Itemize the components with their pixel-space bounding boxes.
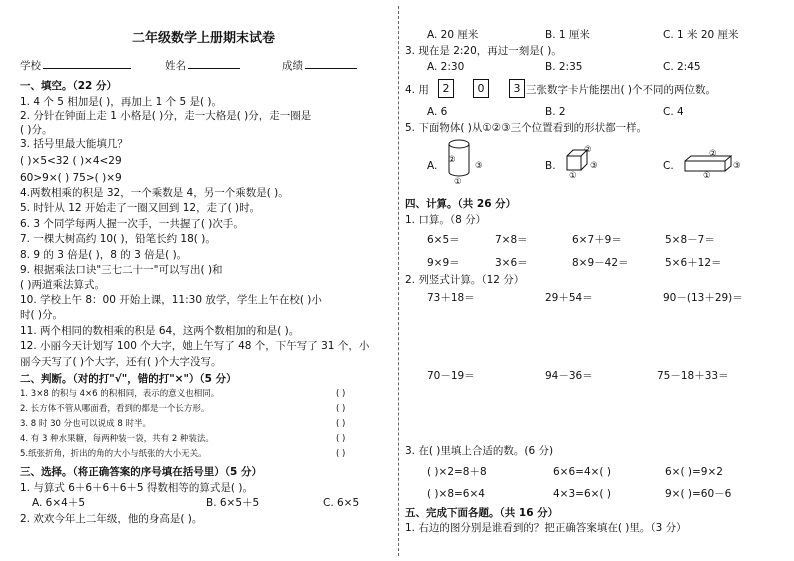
- fill-number-problem[interactable]: 9×( )=60－6: [665, 488, 732, 500]
- section-calc-title: 四、计算。（共 26 分）: [405, 198, 517, 210]
- score-blank[interactable]: [305, 57, 357, 69]
- fill-line: 3. 括号里最大能填几？: [20, 138, 128, 150]
- choice-option[interactable]: A. 2:30: [427, 61, 465, 73]
- judge-answer-paren[interactable]: ( ): [336, 419, 346, 429]
- header-school: 学校: [20, 57, 131, 72]
- choice-question-1: 1. 与算式 6＋6＋6＋6＋5 得数相等的算式是( )。: [20, 482, 253, 494]
- oral-problem: 6×7＋9＝: [572, 234, 622, 246]
- choice-option[interactable]: A. 20 厘米: [427, 29, 479, 41]
- choice-option[interactable]: B.: [545, 160, 556, 172]
- fill-line: 4.两数相乘的积是 32，一个乘数是 4，另一个乘数是( )。: [20, 187, 289, 199]
- vertical-problem: 75－18＋33＝: [657, 370, 729, 382]
- choice-option[interactable]: A. 6×4＋5: [32, 497, 86, 509]
- vertical-problem: 70－19＝: [427, 370, 475, 382]
- choice-option[interactable]: B. 6×5＋5: [206, 497, 260, 509]
- oral-problem: 9×9＝: [427, 257, 460, 269]
- right-column: [405, 0, 785, 561]
- oral-calc-title: 1. 口算。（8 分）: [405, 214, 487, 226]
- fill-line: 5. 时针从 12 开始走了一圈又回到 12，走了( )时。: [20, 202, 261, 214]
- fill-line: ( )分。: [20, 124, 53, 136]
- fill-line: 60>9×( ) 75>( )×9: [20, 172, 122, 184]
- choice-option[interactable]: C.: [663, 160, 674, 172]
- position-label-3: ③: [475, 161, 483, 171]
- fill-line: 1. 4 个 5 相加是( )，再加上 1 个 5 是( )。: [20, 96, 223, 108]
- vertical-calc-title: 2. 列竖式计算。（12 分）: [405, 274, 525, 286]
- choice-option[interactable]: B. 2:35: [545, 61, 583, 73]
- school-blank[interactable]: [43, 57, 131, 69]
- oral-problem: 6×5＝: [427, 234, 460, 246]
- number-card: 0: [473, 79, 489, 98]
- section-choice-title: 三、选择。（将正确答案的序号填在括号里）（5 分）: [20, 466, 262, 478]
- choice-option[interactable]: C. 2:45: [663, 61, 701, 73]
- judge-item: 5.纸张折角，折出的角的大小与纸张的大小无关。: [20, 449, 207, 459]
- vertical-problem: 73＋18＝: [427, 292, 475, 304]
- fill-line: 11. 两个相同的数相乘的积是 64，这两个数相加的和是( )。: [20, 325, 300, 337]
- section-complete-title: 五、完成下面各题。（共 16 分）: [405, 507, 559, 519]
- choice-question-5: 5. 下面物体( )从①②③三个位置看到的形状都一样。: [405, 122, 648, 134]
- judge-item: 3. 8 时 30 分也可以说成 8 时半。: [20, 419, 151, 429]
- oral-problem: 3×6＝: [495, 257, 528, 269]
- position-label-2: ②: [584, 145, 592, 155]
- position-label-3: ③: [590, 161, 598, 171]
- fill-line: 时( )分。: [20, 309, 64, 321]
- judge-item: 4. 有 3 种水果糖，每两种装一袋，共有 2 种装法。: [20, 434, 214, 444]
- fill-line: 10. 学校上午 8：00 开始上课，11:30 放学，学生上午在校( )小: [20, 294, 322, 306]
- number-card: 2: [438, 79, 454, 98]
- choice-question-3: 3. 现在是 2:20，再过一刻是( )。: [405, 45, 562, 57]
- fill-line: 丽今天写了( )个大字，还有( )个大字没写。: [20, 356, 222, 368]
- choice-question-4-prefix: 4. 用: [405, 84, 429, 96]
- position-label-1: ①: [454, 177, 462, 187]
- fill-line: 6. 3 个同学每两人握一次手，一共握了( )次手。: [20, 218, 244, 230]
- fill-line: 8. 9 的 3 倍是( )，8 的 3 倍是( )。: [20, 249, 188, 261]
- oral-problem: 5×8－7＝: [665, 234, 715, 246]
- position-label-1: ①: [703, 171, 711, 181]
- fill-line: 9. 根据乘法口诀"三七二十一"可以写出( )和: [20, 264, 223, 276]
- choice-question-4-text: 三张数字卡片能摆出( )个不同的两位数。: [526, 84, 717, 96]
- fill-number-problem[interactable]: 4×3=6×( ): [553, 488, 611, 500]
- position-label-3: ③: [733, 161, 741, 171]
- judge-answer-paren[interactable]: ( ): [336, 404, 346, 414]
- position-label-2: ②: [709, 149, 717, 159]
- choice-option[interactable]: C. 4: [663, 106, 684, 118]
- judge-answer-paren[interactable]: ( ): [336, 449, 346, 459]
- position-label-1: ①: [569, 171, 577, 181]
- judge-item: 1. 3×8 的积与 4×6 的积相同，表示的意义也相同。: [20, 389, 220, 399]
- fill-line: ( )×5<32 ( )×4<29: [20, 155, 122, 167]
- section-fill-title: 一、填空。（22 分）: [20, 80, 118, 92]
- section-judge-title: 二、判断。（对的打"√"，错的打"×"）（5 分）: [20, 373, 237, 385]
- choice-option[interactable]: B. 2: [545, 106, 566, 118]
- number-card: 3: [509, 79, 525, 98]
- choice-question-2: 2. 欢欢今年上二年级，他的身高是( )。: [20, 513, 203, 525]
- choice-option[interactable]: B. 1 厘米: [545, 29, 590, 41]
- header-name: 姓名: [165, 57, 240, 72]
- fill-number-problem[interactable]: 6×( )=9×2: [665, 466, 723, 478]
- fill-number-problem[interactable]: ( )×2=8＋8: [427, 466, 487, 478]
- judge-answer-paren[interactable]: ( ): [336, 389, 346, 399]
- fill-line: 2. 分针在钟面上走 1 小格是( )分，走一大格是( )分，走一圈是: [20, 110, 312, 122]
- choice-option[interactable]: A.: [427, 160, 438, 172]
- fill-number-problem[interactable]: ( )×8=6×4: [427, 488, 485, 500]
- choice-option[interactable]: C. 1 米 20 厘米: [663, 29, 739, 41]
- oral-problem: 5×6＋12＝: [665, 257, 722, 269]
- fill-line: 12. 小丽今天计划写 100 个大字，她上午写了 48 个，下午写了 31 个，小: [20, 340, 370, 352]
- header-score: 成绩: [282, 57, 357, 72]
- complete-question-1: 1. 右边的图分别是谁看到的？把正确答案填在( )里。（3 分）: [405, 522, 687, 534]
- vertical-problem: 29＋54＝: [545, 292, 593, 304]
- position-label-2: ②: [448, 155, 456, 165]
- judge-answer-paren[interactable]: ( ): [336, 434, 346, 444]
- column-divider: [398, 6, 399, 556]
- vertical-problem: 94－36＝: [545, 370, 593, 382]
- judge-item: 2. 长方体不管从哪面看，看到的都是一个长方形。: [20, 404, 210, 414]
- choice-option[interactable]: C. 6×5: [323, 497, 360, 509]
- oral-problem: 8×9－42＝: [572, 257, 629, 269]
- left-column: [20, 0, 395, 561]
- page-title: 二年级数学上册期末试卷: [132, 31, 276, 46]
- choice-option[interactable]: A. 6: [427, 106, 448, 118]
- name-blank[interactable]: [188, 57, 240, 69]
- oral-problem: 7×8＝: [495, 234, 528, 246]
- fill-number-problem[interactable]: 6×6=4×( ): [553, 466, 611, 478]
- vertical-problem: 90－(13＋29)＝: [663, 292, 743, 304]
- fill-line: 7. 一棵大树高约 10( )，铅笔长约 18( )。: [20, 233, 216, 245]
- fill-numbers-title: 3. 在( )里填上合适的数。(6 分): [405, 445, 554, 457]
- fill-line: ( )两道乘法算式。: [20, 279, 106, 291]
